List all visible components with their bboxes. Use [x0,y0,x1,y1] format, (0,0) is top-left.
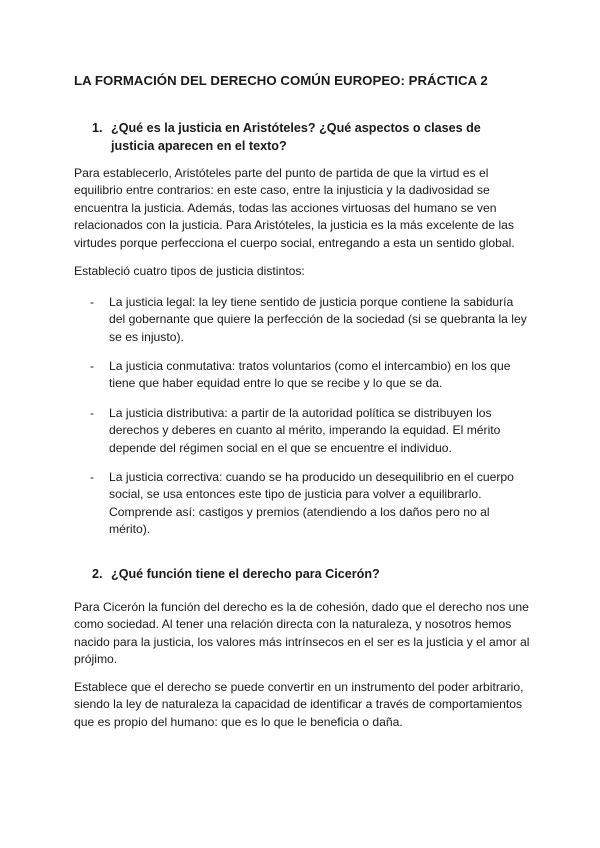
list-item-text: La justicia conmutativa: tratos voluntarios (como el intercambio) en los que tiene que haber equidad entre lo que se recibe y lo que se da. [109,359,511,391]
question-1-paragraph-1: Para establecerlo, Aristóteles parte del punto de partida de que la virtud es el equilibrio entre contrarios: en este caso, entre la injusticia y la dadivosidad se encuentra la justicia. Además, todas las acciones virtuosas del humano se ven relacionados con la justicia. Para Aristóteles, la justicia es la más excelente de las virtudes porque perfecciona el cuerpo social, entregando a esta un sentido global. [74,166,515,250]
question-2-paragraph-1: Para Cicerón la función del derecho es la de cohesión, dado que el derecho nos une como sociedad. Al tener una relación directa con la naturaleza, y nosotros hemos nacido para la justicia, los valores más intrínsecos en el ser es la justicia y el amor al prójimo. [74,600,530,667]
list-item-text: La justicia correctiva: cuando se ha producido un desequilibrio en el cuerpo social, se usa entonces este tipo de justicia para volver a equilibrarlo. Comprende así: castigos y premios (atendiendo a los daños pero no al mérito). [109,470,514,537]
list-bullet: - [90,295,95,309]
question-2-heading [92,566,522,584]
list-item [90,469,530,539]
list-bullet: - [90,359,95,373]
list-item [90,294,530,346]
question-2-number: 2. [92,567,103,581]
list-item-text: La justicia distributiva: a partir de la autoridad política se distribuyen los derechos y deberes en cuanto al mérito, imperando la equidad. El mérito depende del régimen social en el que se encuentre el individuo. [109,406,501,455]
list-bullet: - [90,406,95,420]
list-item [90,358,530,393]
list-item-text: La justicia legal: la ley tiene sentido de justicia porque contiene la sabiduría del gobernante que quiere la perfección de la sociedad (si se quebranta la ley se es injusto). [109,295,527,344]
list-bullet: - [90,470,95,484]
list-item [90,405,530,457]
question-2-text: ¿Qué función tiene el derecho para Cicerón? [111,567,380,581]
question-1-text: ¿Qué es la justicia en Aristóteles? ¿Qué aspectos o clases de justicia aparecen en el texto? [111,121,481,153]
question-1-number: 1. [92,121,103,135]
question-1-heading [92,120,522,155]
question-1-paragraph-2: Estableció cuatro tipos de justicia distintos: [74,264,305,278]
page-title: LA FORMACIÓN DEL DERECHO COMÚN EUROPEO: PRÁCTICA 2 [74,73,488,88]
question-2-paragraph-2: Establece que el derecho se puede convertir en un instrumento del poder arbitrario, siendo la ley de naturaleza la capacidad de identificar a través de comportamientos que es propio del humano: que es lo que le beneficia o daña. [74,680,524,729]
